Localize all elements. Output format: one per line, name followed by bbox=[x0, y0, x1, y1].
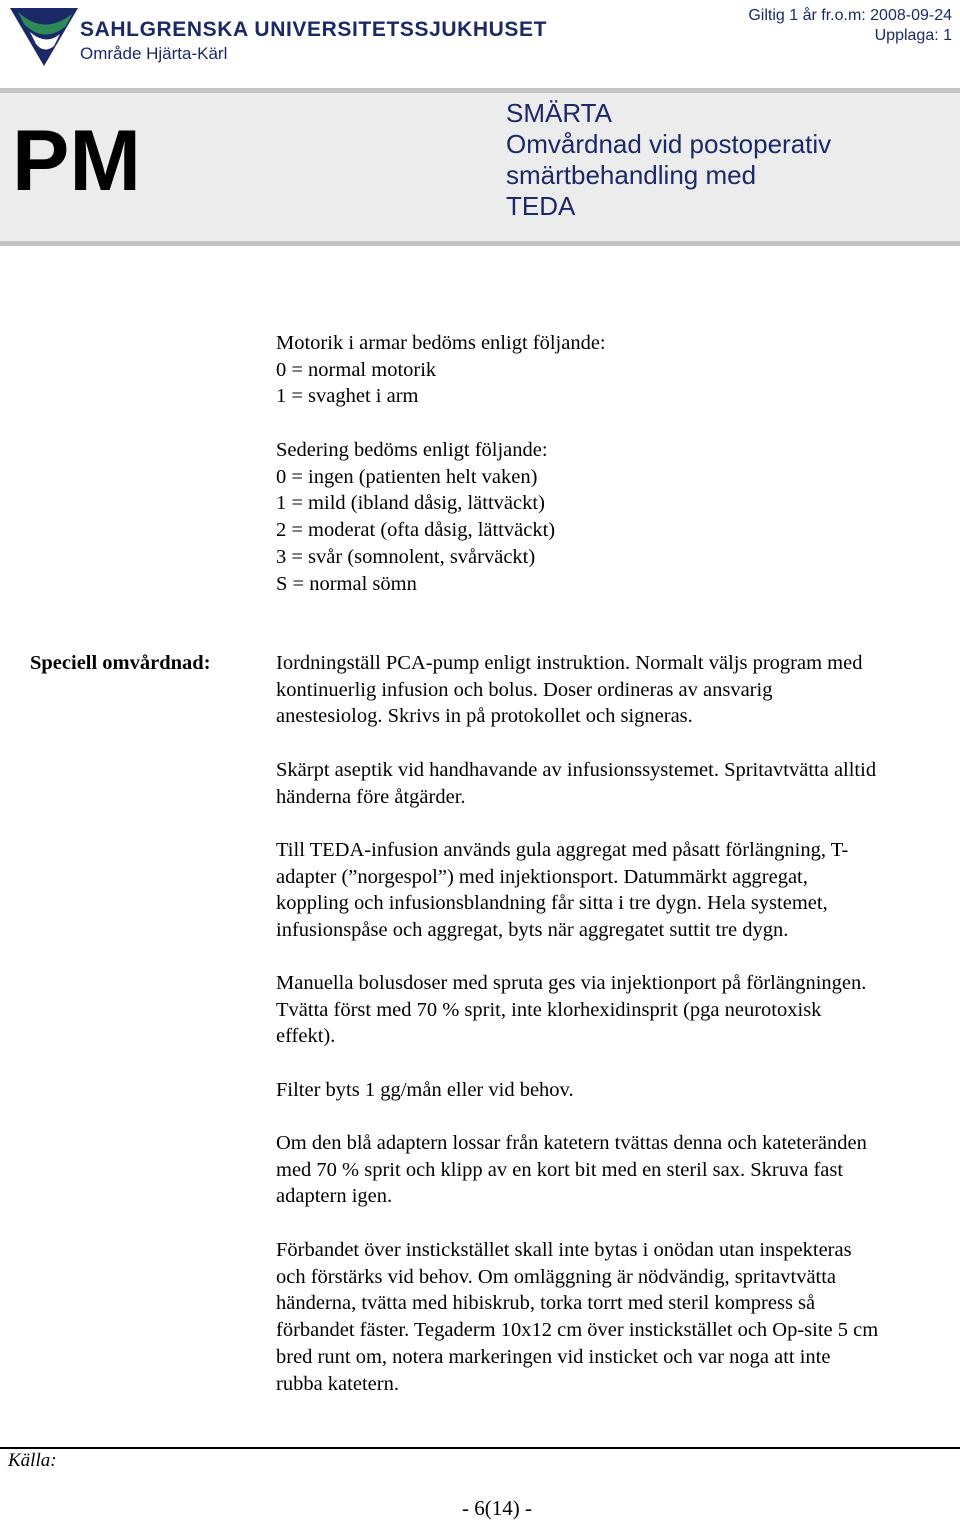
organization-name: SAHLGRENSKA UNIVERSITETSSJUKHUSET bbox=[80, 18, 548, 41]
text-line: 1 = svaghet i arm bbox=[276, 385, 419, 408]
paragraph-infusion-set bbox=[276, 837, 956, 944]
valid-from-date: Giltig 1 år fr.o.m: 2008-09-24 bbox=[748, 7, 952, 24]
text-line: 1 = mild (ibland dåsig, lättväckt) bbox=[276, 492, 545, 515]
title-line: SMÄRTA bbox=[506, 98, 612, 128]
title-line: TEDA bbox=[506, 191, 576, 221]
paragraph-bolus-doses bbox=[276, 970, 956, 1050]
paragraph-aseptics bbox=[276, 757, 956, 810]
organization-area: Område Hjärta-Kärl bbox=[80, 44, 228, 63]
text-line: Skärpt aseptik vid handhavande av infusionssystemet. Spritavtvätta alltid bbox=[276, 759, 877, 781]
footer-divider bbox=[0, 1447, 960, 1449]
text-line: koppling och infusionsblandning får sitta i tre dygn. Hela systemet, bbox=[276, 892, 828, 915]
text-line: händerna före åtgärder. bbox=[276, 785, 466, 808]
text-line: anestesiolog. Skrivs in på protokollet och signeras. bbox=[276, 705, 693, 728]
paragraph-pca-pump bbox=[276, 650, 956, 730]
text-line: och förstärks vid behov. Om omläggning är nödvändig, spritavtvätta bbox=[276, 1265, 837, 1288]
sahlgrenska-logo-icon bbox=[8, 6, 80, 68]
text-line: Manuella bolusdoser med spruta ges via injektionport på förlängningen. bbox=[276, 972, 867, 994]
edition-number: Upplaga: 1 bbox=[874, 27, 952, 44]
page-number: - 6(14) - bbox=[462, 1496, 532, 1520]
paragraph-adapter bbox=[276, 1130, 956, 1210]
text-line: Till TEDA-infusion används gula aggregat med påsatt förlängning, T- bbox=[276, 839, 849, 861]
text-line: med 70 % sprit och klipp av en kort bit med en steril sax. Skruva fast bbox=[276, 1158, 844, 1181]
text-line: Iordningställ PCA-pump enligt instruktion. Normalt väljs program med bbox=[276, 652, 863, 674]
paragraph-filter bbox=[276, 1077, 956, 1104]
sedation-assessment-block bbox=[276, 437, 956, 597]
text-line: S = normal sömn bbox=[276, 572, 417, 595]
motor-assessment-block bbox=[276, 330, 956, 410]
paragraph-dressing bbox=[276, 1237, 956, 1397]
text-line: 0 = ingen (patienten helt vaken) bbox=[276, 465, 538, 488]
section-label-special-care: Speciell omvårdnad: bbox=[30, 652, 211, 674]
text-line: 0 = normal motorik bbox=[276, 358, 437, 381]
text-line: Tvätta först med 70 % sprit, inte klorhexidinsprit (pga neurotoxisk bbox=[276, 998, 822, 1021]
text-line: Filter byts 1 gg/mån eller vid behov. bbox=[276, 1079, 574, 1101]
title-line: smärtbehandling med bbox=[506, 160, 757, 190]
source-label: Källa: bbox=[8, 1450, 57, 1471]
text-line: förbandet fäster. Tegaderm 10x12 cm över instickstället och Op-site 5 cm bbox=[276, 1319, 879, 1342]
text-line: Sedering bedöms enligt följande: bbox=[276, 439, 548, 461]
text-line: Motorik i armar bedöms enligt följande: bbox=[276, 332, 606, 354]
text-line: Om den blå adaptern lossar från katetern tvättas denna och kateteränden bbox=[276, 1132, 867, 1154]
text-line: adapter (”norgespol”) med injektionsport. Datummärkt aggregat, bbox=[276, 865, 808, 888]
text-line: adaptern igen. bbox=[276, 1185, 393, 1208]
text-line: händerna, tvätta med hibiskrub, torka torrt med steril kompress så bbox=[276, 1292, 816, 1315]
text-line: kontinuerlig infusion och bolus. Doser ordineras av ansvarig bbox=[276, 678, 773, 701]
text-line: effekt). bbox=[276, 1025, 336, 1048]
text-line: 2 = moderat (ofta dåsig, lättväckt) bbox=[276, 519, 556, 542]
text-line: bred runt om, notera markeringen vid insticket och var noga att inte bbox=[276, 1345, 831, 1368]
text-line: Förbandet över instickstället skall inte bytas i onödan utan inspekteras bbox=[276, 1239, 852, 1261]
document-type: PM bbox=[12, 113, 141, 209]
text-line: 3 = svår (somnolent, svårväckt) bbox=[276, 545, 536, 568]
text-line: infusionspåse och aggregat, byts när aggregatet suttit tre dygn. bbox=[276, 919, 789, 942]
document-title bbox=[506, 98, 831, 222]
title-line: Omvårdnad vid postoperativ bbox=[506, 129, 832, 159]
text-line: rubba katetern. bbox=[276, 1372, 399, 1395]
